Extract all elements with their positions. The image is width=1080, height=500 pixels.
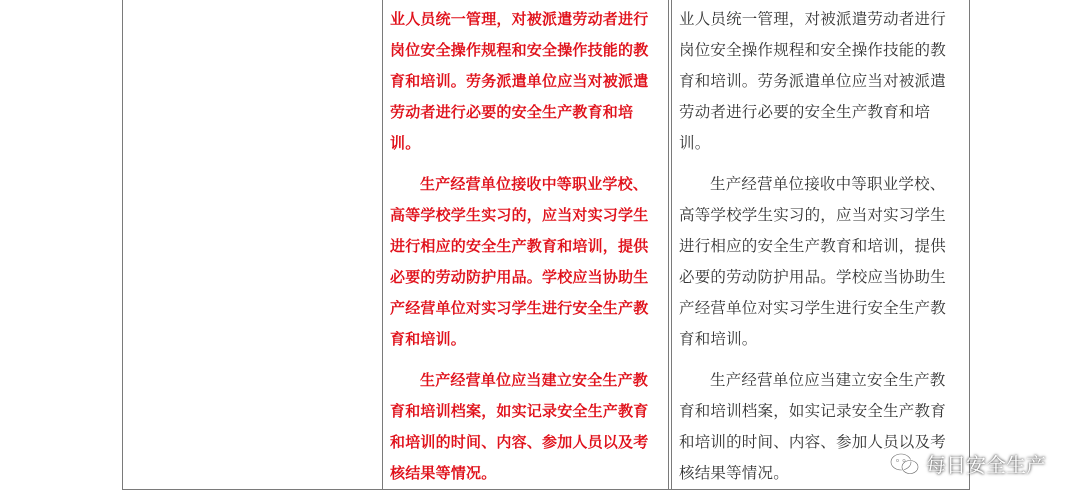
watermark [890, 449, 1046, 478]
watermark-text: 每日安全生产 [926, 453, 1046, 477]
column-divider [671, 0, 672, 489]
comparison-table [122, 0, 970, 490]
revised-paragraph: 业人员统一管理，对被派遣劳动者进行 岗位安全操作规程和安全操作技能的教 育和培训。劳务派遣单位应当对被派遣 劳动者进行必要的安全生产教育和培 训。 [390, 10, 649, 152]
original-paragraph: 生产经营单位应当建立安全生产教 育和培训档案，如实记录安全生产教育 和培训的时间、内容、参加人员以及考 核结果等情况。 [679, 371, 946, 482]
original-text-cell [679, 4, 953, 489]
wechat-icon [890, 452, 920, 476]
column-divider [382, 0, 383, 489]
original-paragraph: 业人员统一管理，对被派遣劳动者进行 岗位安全操作规程和安全操作技能的教 育和培训。劳务派遣单位应当对被派遣 劳动者进行必要的安全生产教育和培 训。 [679, 10, 946, 152]
revised-text-cell [390, 4, 662, 489]
original-paragraph: 生产经营单位接收中等职业学校、 高等学校学生实习的，应当对实习学生 进行相应的安全生产教育和培训，提供 必要的劳动防护用品。学校应当协助生 产经营单位对实习学生进行安全生产教 育和培训。 [679, 175, 946, 348]
revised-paragraph: 生产经营单位接收中等职业学校、 高等学校学生实习的，应当对实习学生 进行相应的安全生产教育和培训，提供 必要的劳动防护用品。学校应当协助生 产经营单位对实习学生进行安全生产教 育和培训。 [390, 175, 649, 348]
column-divider [668, 0, 669, 489]
revised-paragraph: 生产经营单位应当建立安全生产教 育和培训档案，如实记录安全生产教育 和培训的时间、内容、参加人员以及考 核结果等情况。 [390, 371, 649, 482]
